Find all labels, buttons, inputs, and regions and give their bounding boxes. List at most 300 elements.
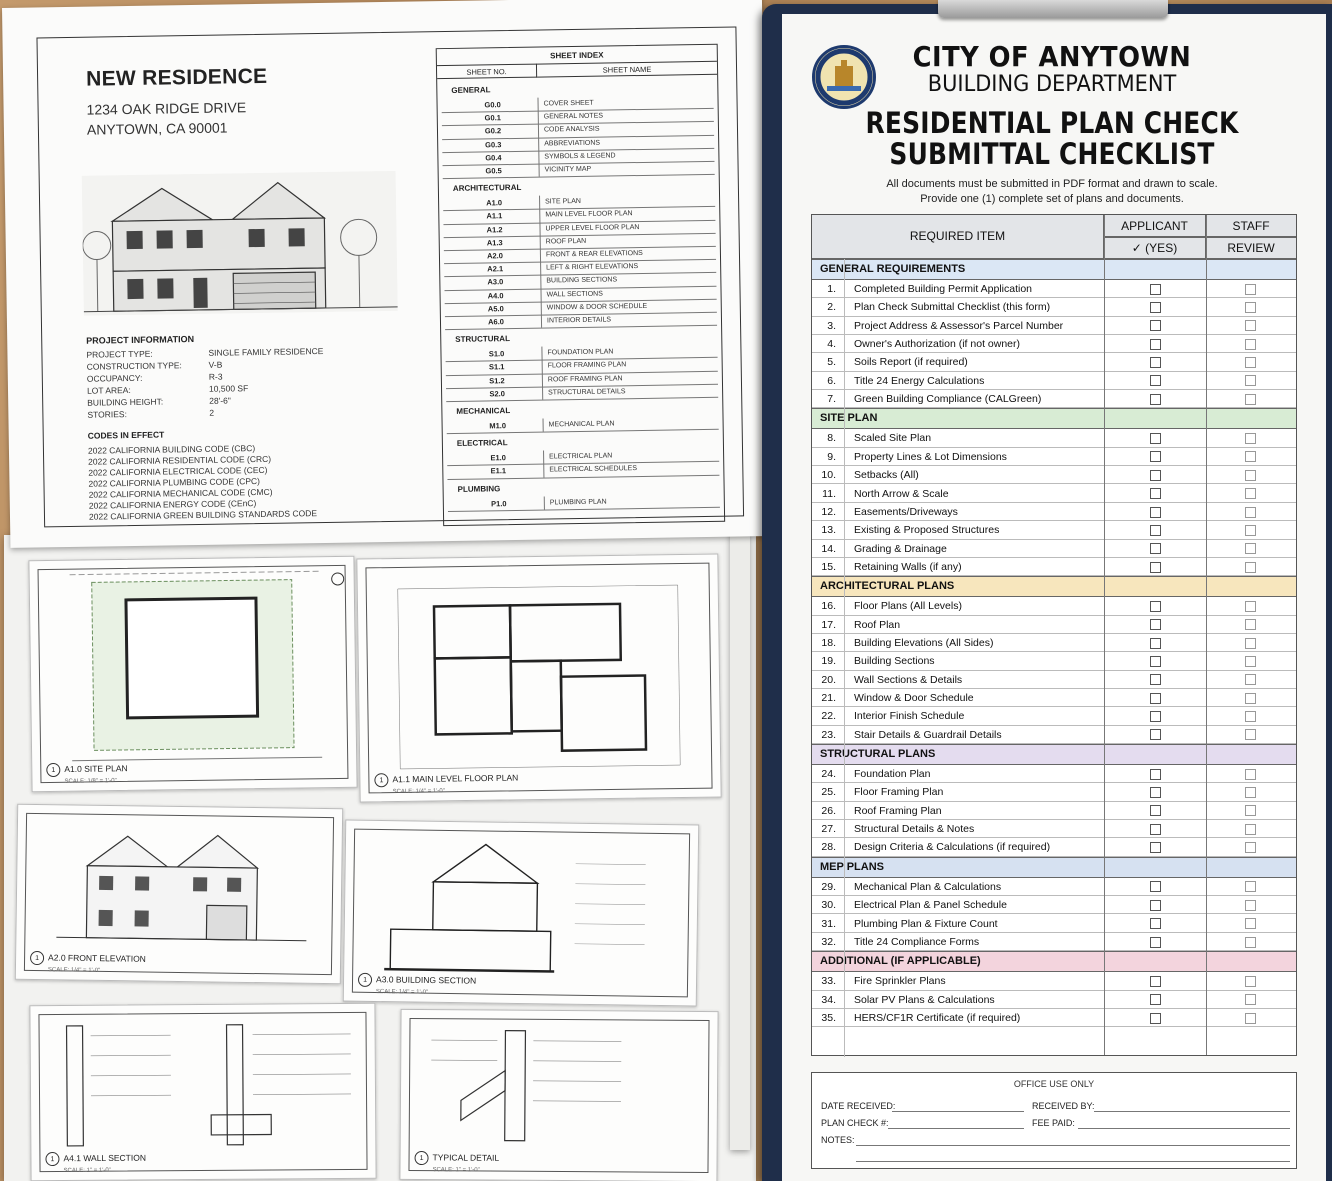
project-title: NEW RESIDENCE: [85, 64, 268, 91]
item-number: 6.: [827, 374, 836, 387]
applicant-checkbox[interactable]: [1150, 562, 1161, 573]
checklist-row: [812, 634, 1296, 652]
section-header: SITE PLAN: [812, 408, 1296, 429]
project-info-row: OCCUPANCY: R-3: [86, 371, 223, 384]
column-divider: [1206, 215, 1207, 1055]
staff-review-checkbox[interactable]: [1245, 824, 1256, 835]
drawing-number: 1: [45, 1152, 59, 1166]
sheet-number: G0.1: [484, 113, 501, 123]
staff-review-checkbox[interactable]: [1245, 881, 1256, 892]
sheet-number: S2.0: [489, 388, 505, 399]
form-title-line2: SUBMITTAL CHECKLIST: [889, 137, 1215, 171]
drawing-wall-section[interactable]: [29, 1003, 376, 1181]
item-number: 3.: [827, 319, 836, 332]
staff-review-checkbox[interactable]: [1245, 284, 1256, 295]
staff-review-checkbox[interactable]: [1245, 918, 1256, 929]
checklist-row: [812, 390, 1296, 408]
drawing-number: 1: [374, 773, 388, 787]
sheet-name: WALL SECTIONS: [546, 290, 603, 299]
item-number: 18.: [821, 636, 836, 649]
checklist-row: [812, 1009, 1296, 1027]
applicant-checkbox[interactable]: [1150, 842, 1161, 853]
checklist-row: [812, 429, 1296, 447]
item-number: 34.: [821, 993, 836, 1006]
project-info-row: LOT AREA: 10,500 SF: [86, 383, 249, 396]
sheet-number: A4.0: [487, 290, 504, 301]
checklist-table: [811, 214, 1297, 1056]
applicant-checkbox[interactable]: [1150, 976, 1161, 987]
date-received-label: DATE RECEIVED:: [821, 1101, 896, 1111]
code-line: 2022 CALIFORNIA PLUMBING CODE (CPC): [88, 476, 261, 489]
checklist-row: [812, 597, 1296, 615]
house-rendering: [82, 171, 398, 316]
checklist-row: [812, 933, 1296, 951]
drawing-label: A1.0 SITE PLAN: [64, 763, 128, 775]
applicant-checkbox[interactable]: [1150, 451, 1161, 462]
applicant-checkbox[interactable]: [1150, 375, 1161, 386]
item-description: Structural Details & Notes: [854, 823, 975, 836]
number-divider: [844, 259, 845, 1057]
applicant-checkbox[interactable]: [1150, 320, 1161, 331]
sheet-number: A2.0: [486, 251, 503, 261]
project-info-row: STORIES: 2: [87, 407, 215, 420]
applicant-checkbox[interactable]: [1150, 729, 1161, 740]
sheet-name: SYMBOLS & LEGEND: [544, 152, 616, 161]
sheet-name: PLUMBING PLAN: [549, 498, 607, 507]
applicant-checkbox[interactable]: [1150, 769, 1161, 780]
item-description: HERS/CF1R Certificate (if required): [854, 1011, 1021, 1024]
item-number: 29.: [821, 880, 836, 893]
staff-review-checkbox[interactable]: [1245, 507, 1256, 518]
staff-review-checkbox[interactable]: [1245, 638, 1256, 649]
section-header: ADDITIONAL (IF APPLICABLE): [812, 951, 1296, 972]
sheet-number: G0.2: [484, 126, 502, 136]
sheet-column-line: [544, 496, 545, 509]
sheet-name: MAIN LEVEL FLOOR PLAN: [545, 210, 633, 219]
item-description: Interior Finish Schedule: [854, 710, 965, 723]
drawing-site-plan[interactable]: [28, 556, 357, 793]
item-description: Building Sections: [854, 655, 935, 668]
item-number: 20.: [821, 673, 836, 686]
checklist-row: [812, 503, 1296, 521]
staff-review-checkbox[interactable]: [1245, 470, 1256, 481]
item-description: Title 24 Compliance Forms: [854, 935, 980, 948]
checklist-row: [812, 280, 1296, 298]
item-number: 11.: [822, 487, 836, 500]
applicant-checkbox[interactable]: [1150, 619, 1161, 630]
sheet-name: CODE ANALYSIS: [543, 126, 600, 134]
project-info-row: BUILDING HEIGHT: 28'-6": [87, 395, 231, 408]
item-description: Fire Sprinkler Plans: [854, 975, 946, 988]
staff-review-checkbox[interactable]: [1245, 729, 1256, 740]
sheet-number: S1.2: [489, 375, 505, 385]
staff-review-checkbox[interactable]: [1245, 842, 1256, 853]
sheet-index-group: ARCHITECTURAL: [452, 183, 522, 194]
sheet-name: WINDOW & DOOR SCHEDULE: [546, 302, 648, 312]
item-number: 4.: [827, 338, 836, 351]
sheet-number: A3.0: [487, 277, 504, 287]
cover-border: [36, 26, 744, 527]
sheet-name: ELECTRICAL PLAN: [549, 452, 613, 461]
item-number: 9.: [827, 450, 836, 463]
sheet-name: INTERIOR DETAILS: [546, 316, 612, 325]
applicant-checkbox[interactable]: [1150, 1013, 1161, 1024]
checklist-row: [812, 372, 1296, 390]
item-description: Scaled Site Plan: [854, 432, 932, 445]
section-header: ARCHITECTURAL PLANS: [812, 576, 1296, 597]
applicant-checkbox[interactable]: [1150, 284, 1161, 295]
sheet-index-heading: SHEET INDEX: [550, 50, 604, 61]
applicant-checkbox[interactable]: [1150, 302, 1161, 313]
applicant-checkbox[interactable]: [1150, 994, 1161, 1005]
code-line: 2022 CALIFORNIA BUILDING CODE (CBC): [87, 443, 256, 456]
checklist-row: [812, 991, 1296, 1009]
staff-review-checkbox[interactable]: [1245, 656, 1256, 667]
floor-plan-sketch: [357, 554, 722, 803]
sheet-index-group: GENERAL: [451, 85, 491, 95]
checklist-row: [812, 466, 1296, 484]
applicant-checkbox[interactable]: [1150, 900, 1161, 911]
applicant-checkbox[interactable]: [1150, 674, 1161, 685]
notes-label: NOTES:: [821, 1135, 855, 1145]
item-description: Property Lines & Lot Dimensions: [854, 450, 1007, 463]
department-name: BUILDING DEPARTMENT: [927, 72, 1177, 97]
item-description: Foundation Plan: [854, 768, 931, 781]
checklist-row: [812, 726, 1296, 744]
applicant-checkbox[interactable]: [1150, 638, 1161, 649]
drawing-number: 1: [30, 951, 44, 965]
item-description: Mechanical Plan & Calculations: [854, 880, 1002, 893]
item-description: Grading & Drainage: [854, 542, 947, 555]
section-header: GENERAL REQUIREMENTS: [812, 259, 1296, 280]
sheet-name: FRONT & REAR ELEVATIONS: [545, 249, 643, 259]
applicant-checkbox[interactable]: [1150, 711, 1161, 722]
item-description: Plumbing Plan & Fixture Count: [854, 917, 998, 930]
staff-review-checkbox[interactable]: [1245, 619, 1256, 630]
item-description: Floor Plans (All Levels): [854, 600, 962, 613]
checklist-row: [812, 353, 1296, 371]
section-header: STRUCTURAL PLANS: [812, 744, 1296, 765]
item-number: 1.: [827, 283, 836, 295]
checklist-row: [812, 838, 1296, 856]
date-received-field[interactable]: [892, 1111, 1024, 1112]
applicant-checkbox[interactable]: [1150, 470, 1161, 481]
item-number: 32.: [821, 935, 836, 948]
item-description: North Arrow & Scale: [854, 487, 949, 500]
sheet-number: G0.3: [484, 139, 502, 150]
staff-review-checkbox[interactable]: [1245, 937, 1256, 948]
sheet-number: A1.0: [486, 198, 503, 208]
item-description: Wall Sections & Details: [854, 673, 963, 686]
drawing-scale: SCALE: 1" = 1'-0": [432, 1167, 480, 1174]
drawing-scale: SCALE: 1" = 1'-0": [63, 1167, 111, 1174]
applicant-checkbox[interactable]: [1150, 543, 1161, 554]
site-plan-sketch: [29, 557, 358, 794]
item-number: 15.: [821, 560, 836, 573]
item-number: 25.: [821, 786, 836, 799]
applicant-checkbox[interactable]: [1150, 525, 1161, 536]
drawing-label: A2.0 FRONT ELEVATION: [48, 952, 146, 964]
checklist-row: [812, 652, 1296, 670]
item-description: Easements/Driveways: [854, 505, 958, 518]
received-by-field[interactable]: [1094, 1111, 1290, 1112]
item-number: 5.: [827, 356, 836, 369]
applicant-checkbox[interactable]: [1150, 918, 1161, 929]
cover-sheet[interactable]: [2, 0, 770, 548]
sheet-index-group: ELECTRICAL: [456, 438, 508, 449]
checklist-row: [812, 558, 1296, 576]
sheet-name: GENERAL NOTES: [543, 112, 604, 121]
submission-note-line1: All documents must be submitted in PDF format and drawn to scale.: [886, 178, 1218, 190]
sheet-name: VICINITY MAP: [544, 165, 592, 174]
item-number: 14.: [821, 542, 836, 555]
sheet-column-line: [543, 451, 544, 477]
staff-review-checkbox[interactable]: [1245, 769, 1256, 780]
codes-heading: CODES IN EFFECT: [87, 429, 165, 441]
sheet-number: A2.1: [487, 264, 504, 274]
sheet-number: M1.0: [489, 421, 507, 431]
drawing-scale: SCALE: 1/4" = 1'-0": [47, 967, 101, 974]
checklist-row: [812, 915, 1296, 933]
sheet-number: A1.3: [486, 237, 503, 248]
sheet-number: A5.0: [487, 303, 504, 314]
code-line: 2022 CALIFORNIA GREEN BUILDING STANDARDS CODE: [88, 508, 318, 522]
sheet-number: E1.0: [490, 453, 506, 463]
sheet-number: G0.4: [485, 152, 502, 163]
checklist-row: [812, 485, 1296, 503]
drawing-number: 1: [46, 763, 60, 777]
applicant-checkbox[interactable]: [1150, 881, 1161, 892]
item-number: 35.: [821, 1011, 836, 1024]
checklist-row: [812, 783, 1296, 801]
form-title-line1: RESIDENTIAL PLAN CHECK: [865, 106, 1239, 140]
sheet-number: P1.0: [491, 498, 507, 508]
staff-review-checkbox[interactable]: [1245, 357, 1256, 368]
staff-review-checkbox[interactable]: [1245, 562, 1256, 573]
sheet-name: COVER SHEET: [543, 99, 594, 108]
item-number: 27.: [821, 823, 836, 836]
item-number: 16.: [821, 600, 836, 613]
item-number: 10.: [821, 469, 836, 482]
drawing-building-section[interactable]: [343, 820, 700, 1007]
sheet-name: FLOOR FRAMING PLAN: [547, 361, 627, 370]
applicant-checkbox[interactable]: [1150, 394, 1161, 405]
checklist-row: [812, 317, 1296, 335]
item-description: Roof Framing Plan: [854, 804, 942, 817]
applicant-checkbox[interactable]: [1150, 339, 1161, 350]
item-number: 12.: [821, 505, 836, 518]
sheet-name-header: SHEET NAME: [537, 61, 717, 78]
staff-review-checkbox[interactable]: [1245, 525, 1256, 536]
sheet-name: BUILDING SECTIONS: [546, 276, 618, 285]
staff-review-header: REVIEW: [1206, 237, 1296, 259]
staff-review-checkbox[interactable]: [1245, 320, 1256, 331]
sheet-name: ELECTRICAL SCHEDULES: [549, 465, 638, 474]
applicant-checkbox[interactable]: [1150, 937, 1161, 948]
staff-review-checkbox[interactable]: [1245, 543, 1256, 554]
staff-review-checkbox[interactable]: [1245, 375, 1256, 386]
drawing-label: TYPICAL DETAIL: [432, 1152, 500, 1163]
project-info-row: PROJECT TYPE: SINGLE FAMILY RESIDENCE: [86, 345, 324, 360]
drawing-front-elevation[interactable]: [15, 804, 343, 985]
item-description: Setbacks (All): [854, 469, 919, 482]
notes-field[interactable]: [856, 1145, 1290, 1146]
staff-review-checkbox[interactable]: [1245, 693, 1256, 704]
applicant-checkbox[interactable]: [1150, 601, 1161, 612]
city-name: CITY OF ANYTOWN: [912, 40, 1192, 73]
sheet-number: S1.0: [488, 349, 505, 359]
staff-review-checkbox[interactable]: [1245, 976, 1256, 987]
sheet-index-group: MECHANICAL: [456, 406, 511, 416]
item-number: 23.: [821, 728, 836, 741]
sheet-number: A6.0: [487, 317, 504, 327]
sheet-column-line: [543, 419, 544, 432]
sheet-name: ROOF FRAMING PLAN: [547, 374, 623, 384]
item-description: Design Criteria & Calculations (if required): [854, 841, 1051, 854]
item-number: 7.: [827, 393, 836, 406]
sheet-number: A1.1: [486, 211, 503, 221]
item-description: Building Elevations (All Sides): [854, 636, 994, 649]
applicant-checkbox[interactable]: [1150, 357, 1161, 368]
column-divider: [1104, 215, 1105, 1055]
applicant-yes-header: ✓ (YES): [1104, 237, 1206, 259]
item-number: 17.: [821, 618, 836, 631]
sheet-name: MECHANICAL PLAN: [548, 420, 615, 429]
drawing-number: 1: [358, 973, 372, 987]
drawing-label: A4.1 WALL SECTION: [63, 1152, 147, 1164]
checklist-row: [812, 896, 1296, 914]
applicant-checkbox[interactable]: [1150, 433, 1161, 444]
checklist-row: [812, 448, 1296, 466]
checklist-row: [812, 671, 1296, 689]
item-description: Title 24 Energy Calculations: [854, 374, 985, 387]
checklist-row: [812, 802, 1296, 820]
item-description: Green Building Compliance (CALGreen): [854, 393, 1042, 406]
sheet-name: ROOF PLAN: [545, 237, 587, 246]
staff-review-checkbox[interactable]: [1245, 805, 1256, 816]
required-item-header: REQUIRED ITEM: [812, 215, 1104, 259]
item-description: Roof Plan: [854, 618, 901, 631]
sheet-no-header: SHEET NO.: [437, 64, 537, 80]
drawing-scale: SCALE: 1/8" = 1'-0": [64, 778, 117, 785]
staff-review-checkbox[interactable]: [1245, 1013, 1256, 1024]
item-number: 33.: [821, 975, 836, 988]
project-address-line1: 1234 OAK RIDGE DRIVE: [86, 99, 247, 118]
clipboard-clip: [938, 0, 1168, 18]
sheet-index-group: PLUMBING: [457, 483, 501, 494]
received-by-label: RECEIVED BY:: [1032, 1101, 1095, 1111]
project-address-line2: ANYTOWN, CA 90001: [86, 119, 228, 138]
sheet-name: FOUNDATION PLAN: [547, 348, 614, 357]
checklist-row: [812, 878, 1296, 896]
staff-review-checkbox[interactable]: [1245, 900, 1256, 911]
plan-check-field[interactable]: [888, 1128, 1024, 1129]
staff-review-checkbox[interactable]: [1245, 601, 1256, 612]
sheet-index: [436, 44, 725, 526]
applicant-checkbox[interactable]: [1150, 693, 1161, 704]
item-description: Existing & Proposed Structures: [854, 524, 1000, 537]
item-number: 13.: [821, 524, 836, 537]
item-description: Stair Details & Guardrail Details: [854, 728, 1002, 741]
drawing-scale: SCALE: 1/4" = 1'-0": [375, 988, 429, 996]
staff-review-checkbox[interactable]: [1245, 994, 1256, 1005]
staff-review-checkbox[interactable]: [1245, 451, 1256, 462]
item-number: 24.: [821, 768, 836, 781]
item-description: Solar PV Plans & Calculations: [854, 993, 995, 1006]
item-description: Floor Framing Plan: [854, 786, 944, 799]
applicant-checkbox[interactable]: [1150, 507, 1161, 518]
item-number: 28.: [821, 841, 836, 854]
office-use-title: OFFICE USE ONLY: [1013, 1079, 1095, 1089]
sheet-number: S1.1: [488, 362, 505, 372]
sheet-number: G0.5: [485, 166, 502, 176]
checklist-row: [812, 765, 1296, 783]
drawing-label: A1.1 MAIN LEVEL FLOOR PLAN: [392, 772, 519, 785]
drawing-scale: SCALE: 1/4" = 1'-0": [392, 788, 445, 796]
staff-review-checkbox[interactable]: [1245, 394, 1256, 405]
item-description: Retaining Walls (if any): [854, 560, 962, 573]
applicant-checkbox[interactable]: [1150, 805, 1161, 816]
sheet-number: G0.0: [484, 100, 501, 110]
staff-review-checkbox[interactable]: [1245, 488, 1256, 499]
staff-review-checkbox[interactable]: [1245, 787, 1256, 798]
item-description: Completed Building Permit Application: [854, 283, 1033, 295]
section-header: MEP PLANS: [812, 857, 1296, 878]
checklist-row: [812, 540, 1296, 558]
sheet-name: ABBREVIATIONS: [544, 139, 601, 148]
code-line: 2022 CALIFORNIA ENERGY CODE (CEnC): [88, 498, 257, 511]
item-number: 26.: [821, 804, 836, 817]
checklist-row: [812, 298, 1296, 316]
code-line: 2022 CALIFORNIA RESIDENTIAL CODE (CRC): [88, 453, 272, 467]
project-info-heading: PROJECT INFORMATION: [86, 334, 195, 346]
fee-paid-field[interactable]: [1078, 1128, 1290, 1129]
project-info-row: CONSTRUCTION TYPE: V-B: [86, 359, 223, 372]
staff-review-checkbox[interactable]: [1245, 674, 1256, 685]
fee-paid-label: FEE PAID:: [1032, 1118, 1075, 1128]
item-description: Project Address & Assessor's Parcel Number: [854, 319, 1064, 332]
drawing-number: 1: [415, 1151, 429, 1165]
sheet-number: A1.2: [486, 224, 503, 235]
applicant-checkbox[interactable]: [1150, 787, 1161, 798]
applicant-checkbox[interactable]: [1150, 656, 1161, 667]
checklist-row: [812, 707, 1296, 725]
item-number: 22.: [821, 710, 836, 723]
code-line: 2022 CALIFORNIA ELECTRICAL CODE (CEC): [88, 464, 268, 478]
staff-review-checkbox[interactable]: [1245, 433, 1256, 444]
drawing-floor-plan[interactable]: [356, 553, 721, 802]
item-description: Electrical Plan & Panel Schedule: [854, 899, 1007, 912]
drawing-label: A3.0 BUILDING SECTION: [375, 974, 477, 986]
item-description: Plan Check Submittal Checklist (this form): [854, 301, 1051, 314]
office-use-box: [811, 1072, 1297, 1169]
sheet-name: UPPER LEVEL FLOOR PLAN: [545, 223, 640, 233]
item-number: 2.: [827, 301, 836, 314]
applicant-checkbox[interactable]: [1150, 824, 1161, 835]
staff-review-checkbox[interactable]: [1245, 302, 1256, 313]
item-number: 21.: [821, 692, 836, 704]
notes-field-line2[interactable]: [856, 1161, 1290, 1162]
sheet-name: SITE PLAN: [545, 198, 581, 206]
applicant-checkbox[interactable]: [1150, 488, 1161, 499]
drawing-typical-detail[interactable]: [399, 1009, 718, 1181]
staff-review-checkbox[interactable]: [1245, 711, 1256, 722]
item-number: 31.: [821, 917, 836, 930]
sheet-name: LEFT & RIGHT ELEVATIONS: [546, 263, 639, 272]
staff-review-checkbox[interactable]: [1245, 339, 1256, 350]
code-line: 2022 CALIFORNIA MECHANICAL CODE (CMC): [88, 486, 273, 500]
checklist-row: [812, 616, 1296, 634]
